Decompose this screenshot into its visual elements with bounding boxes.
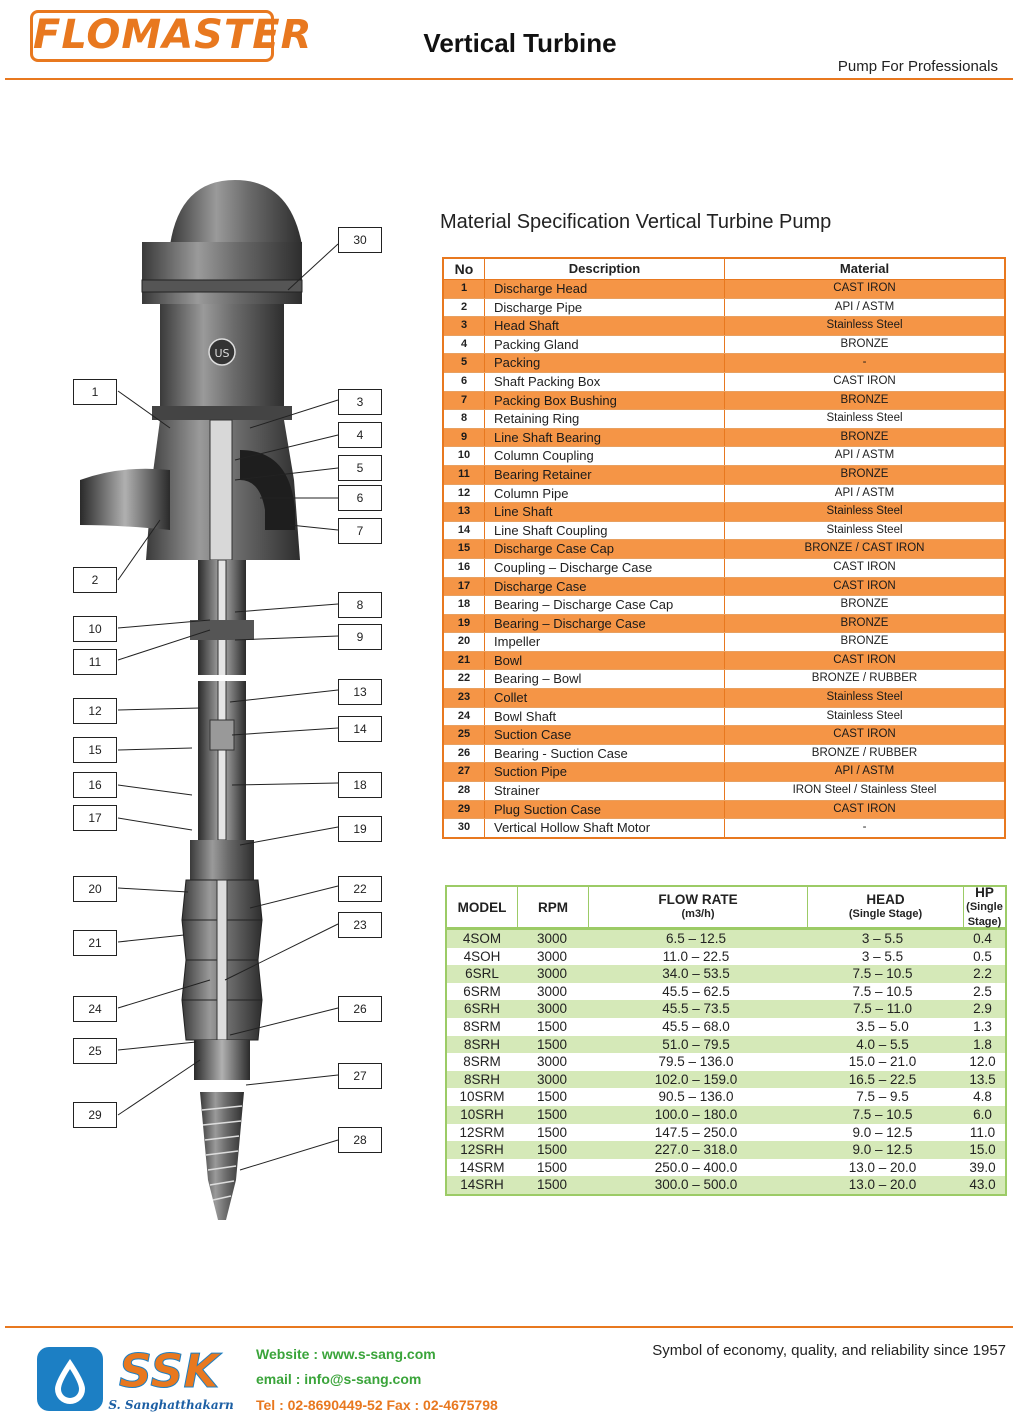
flow-rate-cell: 6.5 – 12.5 — [665, 931, 727, 946]
spec-no-cell: 3 — [444, 317, 485, 335]
spec-no-cell: 13 — [444, 503, 485, 521]
spec-row — [444, 410, 1004, 429]
callout-26: 26 — [338, 996, 382, 1022]
spec-row — [444, 559, 1004, 578]
header-flow-rate-unit: (m3/h) — [681, 908, 715, 920]
model-cell: 10SRH — [460, 1106, 504, 1122]
hp-cell: 12.0 — [969, 1054, 996, 1070]
model-cell: 4SOH — [463, 948, 501, 964]
spec-material-cell: Stainless Steel — [826, 505, 903, 518]
spec-description-cell: Bowl — [485, 652, 725, 670]
spec-material-cell: CAST IRON — [833, 579, 896, 592]
header-head-label: HEAD — [866, 892, 905, 907]
flow-rate-cell: 51.0 – 79.5 — [662, 1036, 730, 1052]
spec-description-cell: Coupling – Discharge Case — [485, 559, 725, 577]
spec-description-cell: Packing Box Bushing — [485, 392, 725, 410]
flow-rate-cell: 11.0 – 22.5 — [662, 948, 730, 964]
spec-row — [444, 596, 1004, 615]
head-cell: 7.5 – 10.5 — [852, 983, 913, 999]
spec-description-cell: Vertical Hollow Shaft Motor — [485, 819, 725, 837]
spec-material-cell: BRONZE / RUBBER — [811, 672, 918, 685]
spec-row — [444, 615, 1004, 634]
head-cell: 9.0 – 12.5 — [852, 1124, 913, 1140]
spec-material-cell: CAST IRON — [833, 802, 896, 815]
model-cell: 8SRM — [463, 1054, 501, 1070]
header-divider — [5, 78, 1013, 80]
callout-14: 14 — [338, 716, 382, 742]
flow-rate-cell: 102.0 – 159.0 — [654, 1071, 738, 1087]
header-rpm — [518, 887, 589, 927]
rpm-cell: 1500 — [536, 1018, 568, 1034]
spec-description-cell: Packing — [485, 354, 725, 372]
rpm-cell: 1500 — [536, 1106, 568, 1122]
header-head — [808, 887, 964, 927]
ssk-logo — [37, 1345, 237, 1413]
flomaster-logo: FLOMASTER — [30, 10, 274, 62]
spec-description-cell: Discharge Pipe — [485, 299, 725, 317]
spec-row — [444, 522, 1004, 541]
header-model-label: MODEL — [457, 899, 507, 915]
spec-table-header — [444, 259, 1004, 280]
tagline: Pump For Professionals — [837, 58, 998, 75]
spec-no-cell: 2 — [444, 299, 485, 317]
spec-description-cell: Bearing – Discharge Case — [485, 615, 725, 633]
spec-no-cell: 15 — [444, 540, 485, 558]
callout-8: 8 — [338, 592, 382, 618]
model-cell: 6SRH — [463, 1001, 500, 1017]
spec-description-cell: Suction Case — [485, 726, 725, 744]
spec-description-cell: Bearing - Suction Case — [485, 745, 725, 763]
flow-rate-cell: 34.0 – 53.5 — [662, 966, 730, 982]
spec-row — [444, 299, 1004, 318]
spec-table-body — [444, 280, 1004, 837]
callout-6: 6 — [338, 485, 382, 511]
hp-cell: 11.0 — [969, 1124, 996, 1140]
model-row — [447, 1176, 1005, 1194]
callout-23: 23 — [338, 912, 382, 938]
callout-1: 1 — [73, 379, 117, 405]
head-cell: 7.5 – 10.5 — [852, 1106, 913, 1122]
head-cell: 13.0 – 20.0 — [848, 1159, 917, 1175]
hp-cell: 2.9 — [973, 1001, 992, 1017]
rpm-cell: 1500 — [536, 1124, 568, 1140]
rpm-cell: 3000 — [536, 948, 568, 964]
spec-description-cell: Head Shaft — [485, 317, 725, 335]
callout-4: 4 — [338, 422, 382, 448]
head-cell: 15.0 – 21.0 — [848, 1054, 917, 1070]
model-row — [447, 1071, 1005, 1089]
header-flow-rate-label: FLOW RATE — [658, 892, 738, 907]
rpm-cell: 3000 — [536, 1054, 568, 1070]
spec-material-cell: BRONZE — [840, 393, 889, 406]
model-cell: 8SRM — [463, 1018, 501, 1034]
spec-no-cell: 25 — [444, 726, 485, 744]
model-row — [447, 1018, 1005, 1036]
callout-30: 30 — [338, 227, 382, 253]
spec-row — [444, 354, 1004, 373]
header-model — [447, 887, 518, 927]
spec-description-cell: Packing Gland — [485, 336, 725, 354]
spec-material-cell: BRONZE / RUBBER — [811, 746, 918, 759]
model-cell: 14SRH — [460, 1177, 504, 1193]
spec-no-cell: 19 — [444, 615, 485, 633]
spec-description-cell: Column Coupling — [485, 447, 725, 465]
callout-13: 13 — [338, 679, 382, 705]
model-row — [447, 1106, 1005, 1124]
spec-material-cell: BRONZE — [840, 430, 889, 443]
hp-cell: 2.2 — [973, 966, 992, 982]
header-hp — [964, 884, 1005, 928]
spec-row — [444, 801, 1004, 820]
header-head-sub: (Single Stage) — [848, 908, 923, 920]
callout-19: 19 — [338, 816, 382, 842]
footer-divider — [5, 1326, 1013, 1328]
spec-no-cell: 21 — [444, 652, 485, 670]
hp-cell: 1.3 — [973, 1018, 992, 1034]
flow-rate-cell: 300.0 – 500.0 — [654, 1177, 738, 1193]
spec-description-cell: Impeller — [485, 633, 725, 651]
spec-material-cell: BRONZE — [840, 467, 889, 480]
callout-25: 25 — [73, 1038, 117, 1064]
hp-cell: 15.0 — [969, 1142, 996, 1158]
ssk-logo-graphic — [37, 1345, 237, 1413]
spec-description-cell: Discharge Head — [485, 280, 725, 298]
spec-no-cell: 6 — [444, 373, 485, 391]
website-link[interactable]: Website : www.s-sang.com — [256, 1346, 436, 1362]
hp-cell: 2.5 — [973, 983, 992, 999]
spec-description-cell: Line Shaft — [485, 503, 725, 521]
spec-material-cell: Stainless Steel — [826, 709, 903, 722]
head-cell: 16.5 – 22.5 — [848, 1071, 917, 1087]
model-cell: 6SRL — [465, 966, 499, 982]
spec-row — [444, 670, 1004, 689]
spec-no-cell: 22 — [444, 670, 485, 688]
callout-12: 12 — [73, 698, 117, 724]
callout-10: 10 — [73, 616, 117, 642]
callout-15: 15 — [73, 737, 117, 763]
hp-cell: 1.8 — [973, 1036, 992, 1052]
spec-no-cell: 14 — [444, 522, 485, 540]
spec-row — [444, 633, 1004, 652]
rpm-cell: 3000 — [536, 983, 568, 999]
spec-row — [444, 336, 1004, 355]
spec-no-cell: 12 — [444, 485, 485, 503]
model-cell: 10SRM — [459, 1089, 505, 1105]
model-table-body — [447, 930, 1005, 1194]
callout-20: 20 — [73, 876, 117, 902]
rpm-cell: 1500 — [536, 1159, 568, 1175]
callout-5: 5 — [338, 455, 382, 481]
spec-row — [444, 726, 1004, 745]
model-cell: 8SRH — [463, 1036, 500, 1052]
model-row — [447, 1088, 1005, 1106]
header-material: Material — [839, 261, 890, 276]
spec-row — [444, 819, 1004, 837]
head-cell: 3.5 – 5.0 — [856, 1018, 909, 1034]
callout-29: 29 — [73, 1102, 117, 1128]
model-row — [447, 1000, 1005, 1018]
head-cell: 9.0 – 12.5 — [852, 1142, 913, 1158]
spec-description-cell: Bowl Shaft — [485, 708, 725, 726]
header-flow-rate — [589, 887, 808, 927]
spec-description-cell: Discharge Case Cap — [485, 540, 725, 558]
model-cell: 14SRM — [459, 1159, 505, 1175]
flow-rate-cell: 45.5 – 62.5 — [662, 983, 730, 999]
head-cell: 4.0 – 5.5 — [856, 1036, 909, 1052]
email-link[interactable]: email : info@s-sang.com — [256, 1371, 422, 1387]
flow-rate-cell: 147.5 – 250.0 — [654, 1124, 738, 1140]
phone-fax: Tel : 02-8690449-52 Fax : 02-4675798 — [256, 1397, 498, 1413]
spec-material-cell: Stainless Steel — [826, 412, 903, 425]
head-cell: 7.5 – 11.0 — [852, 1001, 913, 1017]
callout-21: 21 — [73, 930, 117, 956]
spec-row — [444, 745, 1004, 764]
spec-no-cell: 9 — [444, 429, 485, 447]
ssk-logo-subtitle: S. Sanghatthakarn — [108, 1398, 234, 1412]
callout-17: 17 — [73, 805, 117, 831]
rpm-cell: 3000 — [536, 1001, 568, 1017]
spec-description-cell: Suction Pipe — [485, 763, 725, 781]
model-cell: 12SRH — [460, 1142, 504, 1158]
spec-no-cell: 29 — [444, 801, 485, 819]
hp-cell: 0.4 — [973, 931, 992, 946]
callout-2: 2 — [73, 567, 117, 593]
model-row — [447, 1159, 1005, 1177]
spec-material-cell: IRON Steel / Stainless Steel — [792, 784, 937, 797]
spec-description-cell: Strainer — [485, 782, 725, 800]
spec-material-cell: CAST IRON — [833, 560, 896, 573]
header-hp-label: HP — [975, 884, 994, 900]
spec-no-cell: 16 — [444, 559, 485, 577]
spec-no-cell: 8 — [444, 410, 485, 428]
callout-27: 27 — [338, 1063, 382, 1089]
spec-no-cell: 1 — [444, 280, 485, 298]
spec-no-cell: 27 — [444, 763, 485, 781]
head-cell: 7.5 – 10.5 — [852, 966, 913, 982]
spec-description-cell: Retaining Ring — [485, 410, 725, 428]
model-row — [447, 948, 1005, 966]
spec-row — [444, 652, 1004, 671]
spec-material-cell: BRONZE — [840, 337, 889, 350]
hp-cell: 43.0 — [969, 1177, 996, 1193]
page-title: Vertical Turbine — [423, 28, 617, 58]
spec-row — [444, 392, 1004, 411]
spec-row — [444, 447, 1004, 466]
model-row — [447, 965, 1005, 983]
model-row — [447, 1036, 1005, 1054]
model-row — [447, 1053, 1005, 1071]
spec-no-cell: 7 — [444, 392, 485, 410]
hp-cell: 6.0 — [973, 1106, 992, 1122]
spec-material-cell: - — [862, 356, 867, 369]
spec-no-cell: 24 — [444, 708, 485, 726]
spec-no-cell: 30 — [444, 819, 485, 837]
model-performance-table — [445, 885, 1007, 1196]
callout-24: 24 — [73, 996, 117, 1022]
spec-material-cell: - — [862, 821, 867, 834]
spec-material-cell: CAST IRON — [833, 653, 896, 666]
rpm-cell: 3000 — [536, 1071, 568, 1087]
model-row — [447, 983, 1005, 1001]
flow-rate-cell: 250.0 – 400.0 — [654, 1159, 738, 1175]
flow-rate-cell: 45.5 – 73.5 — [662, 1001, 730, 1017]
spec-material-cell: BRONZE — [840, 616, 889, 629]
spec-material-cell: CAST IRON — [833, 374, 896, 387]
head-cell: 13.0 – 20.0 — [848, 1177, 917, 1193]
spec-material-cell: CAST IRON — [833, 282, 896, 294]
header-no: No — [444, 259, 485, 279]
rpm-cell: 3000 — [536, 966, 568, 982]
spec-row — [444, 782, 1004, 801]
flow-rate-cell: 227.0 – 318.0 — [654, 1142, 738, 1158]
spec-row — [444, 280, 1004, 299]
pump-cutaway-diagram — [60, 180, 400, 1230]
rpm-cell: 1500 — [536, 1036, 568, 1052]
model-row — [447, 1124, 1005, 1142]
model-cell: 6SRM — [463, 983, 501, 999]
spec-no-cell: 11 — [444, 466, 485, 484]
spec-description-cell: Collet — [485, 689, 725, 707]
spec-no-cell: 26 — [444, 745, 485, 763]
spec-description-cell: Line Shaft Bearing — [485, 429, 725, 447]
rpm-cell: 3000 — [536, 931, 568, 946]
spec-no-cell: 18 — [444, 596, 485, 614]
spec-row — [444, 373, 1004, 392]
spec-material-cell: Stainless Steel — [826, 523, 903, 536]
spec-no-cell: 17 — [444, 578, 485, 596]
spec-table-title: Material Specification Vertical Turbine Pump — [440, 211, 832, 233]
flow-rate-cell: 79.5 – 136.0 — [658, 1054, 734, 1070]
motor-badge: US — [214, 347, 230, 360]
hp-cell: 13.5 — [969, 1071, 996, 1087]
flow-rate-cell: 45.5 – 68.0 — [662, 1018, 730, 1034]
head-cell: 7.5 – 9.5 — [856, 1089, 909, 1105]
spec-row — [444, 485, 1004, 504]
callout-9: 9 — [338, 624, 382, 650]
spec-row — [444, 763, 1004, 782]
ssk-logo-letters: SSK — [118, 1345, 220, 1398]
spec-description-cell: Plug Suction Case — [485, 801, 725, 819]
spec-description-cell: Column Pipe — [485, 485, 725, 503]
model-cell: 12SRM — [459, 1124, 505, 1140]
model-cell: 8SRH — [463, 1071, 500, 1087]
hp-cell: 4.8 — [973, 1089, 992, 1105]
spec-row — [444, 689, 1004, 708]
rpm-cell: 1500 — [536, 1089, 568, 1105]
spec-description-cell: Shaft Packing Box — [485, 373, 725, 391]
spec-no-cell: 20 — [444, 633, 485, 651]
spec-no-cell: 5 — [444, 354, 485, 372]
hp-cell: 39.0 — [969, 1159, 996, 1175]
spec-material-cell: API / ASTM — [834, 486, 895, 499]
company-slogan: Symbol of economy, quality, and reliability since 1957 — [652, 1342, 1006, 1359]
spec-row — [444, 708, 1004, 727]
spec-material-cell: API / ASTM — [834, 300, 895, 313]
hp-cell: 0.5 — [973, 948, 992, 964]
spec-material-cell: API / ASTM — [834, 765, 895, 778]
spec-description-cell: Discharge Case — [485, 578, 725, 596]
spec-material-cell: Stainless Steel — [826, 319, 903, 332]
callout-7: 7 — [338, 518, 382, 544]
flow-rate-cell: 100.0 – 180.0 — [654, 1106, 738, 1122]
header-description: Description — [485, 259, 725, 279]
spec-description-cell: Bearing – Bowl — [485, 670, 725, 688]
callout-3: 3 — [338, 389, 382, 415]
spec-material-cell: BRONZE — [840, 598, 889, 611]
spec-row — [444, 503, 1004, 522]
spec-material-cell: BRONZE — [840, 635, 889, 648]
rpm-cell: 1500 — [536, 1177, 568, 1193]
callout-28: 28 — [338, 1127, 382, 1153]
spec-material-cell: BRONZE / CAST IRON — [804, 542, 925, 555]
material-spec-table — [442, 257, 1006, 839]
model-cell: 4SOM — [462, 931, 502, 946]
spec-material-cell: API / ASTM — [834, 449, 895, 462]
spec-row — [444, 578, 1004, 597]
spec-description-cell: Bearing – Discharge Case Cap — [485, 596, 725, 614]
spec-row — [444, 540, 1004, 559]
head-cell: 3 – 5.5 — [861, 948, 904, 964]
spec-description-cell: Bearing Retainer — [485, 466, 725, 484]
spec-no-cell: 23 — [444, 689, 485, 707]
spec-row — [444, 466, 1004, 485]
spec-material-cell: CAST IRON — [833, 728, 896, 741]
spec-description-cell: Line Shaft Coupling — [485, 522, 725, 540]
model-table-header — [447, 884, 1005, 930]
callout-11: 11 — [73, 649, 117, 675]
model-row — [447, 1141, 1005, 1159]
header-rpm-label: RPM — [538, 899, 568, 915]
spec-row — [444, 317, 1004, 336]
callout-22: 22 — [338, 876, 382, 902]
spec-material-cell: Stainless Steel — [826, 691, 903, 704]
callout-18: 18 — [338, 772, 382, 798]
flow-rate-cell: 90.5 – 136.0 — [658, 1089, 734, 1105]
spec-no-cell: 10 — [444, 447, 485, 465]
spec-row — [444, 429, 1004, 448]
spec-no-cell: 4 — [444, 336, 485, 354]
header-hp-sub: (Single Stage) — [966, 900, 1003, 928]
head-cell: 3 – 5.5 — [861, 931, 904, 946]
rpm-cell: 1500 — [536, 1142, 568, 1158]
spec-no-cell: 28 — [444, 782, 485, 800]
callout-16: 16 — [73, 772, 117, 798]
model-row — [447, 930, 1005, 948]
